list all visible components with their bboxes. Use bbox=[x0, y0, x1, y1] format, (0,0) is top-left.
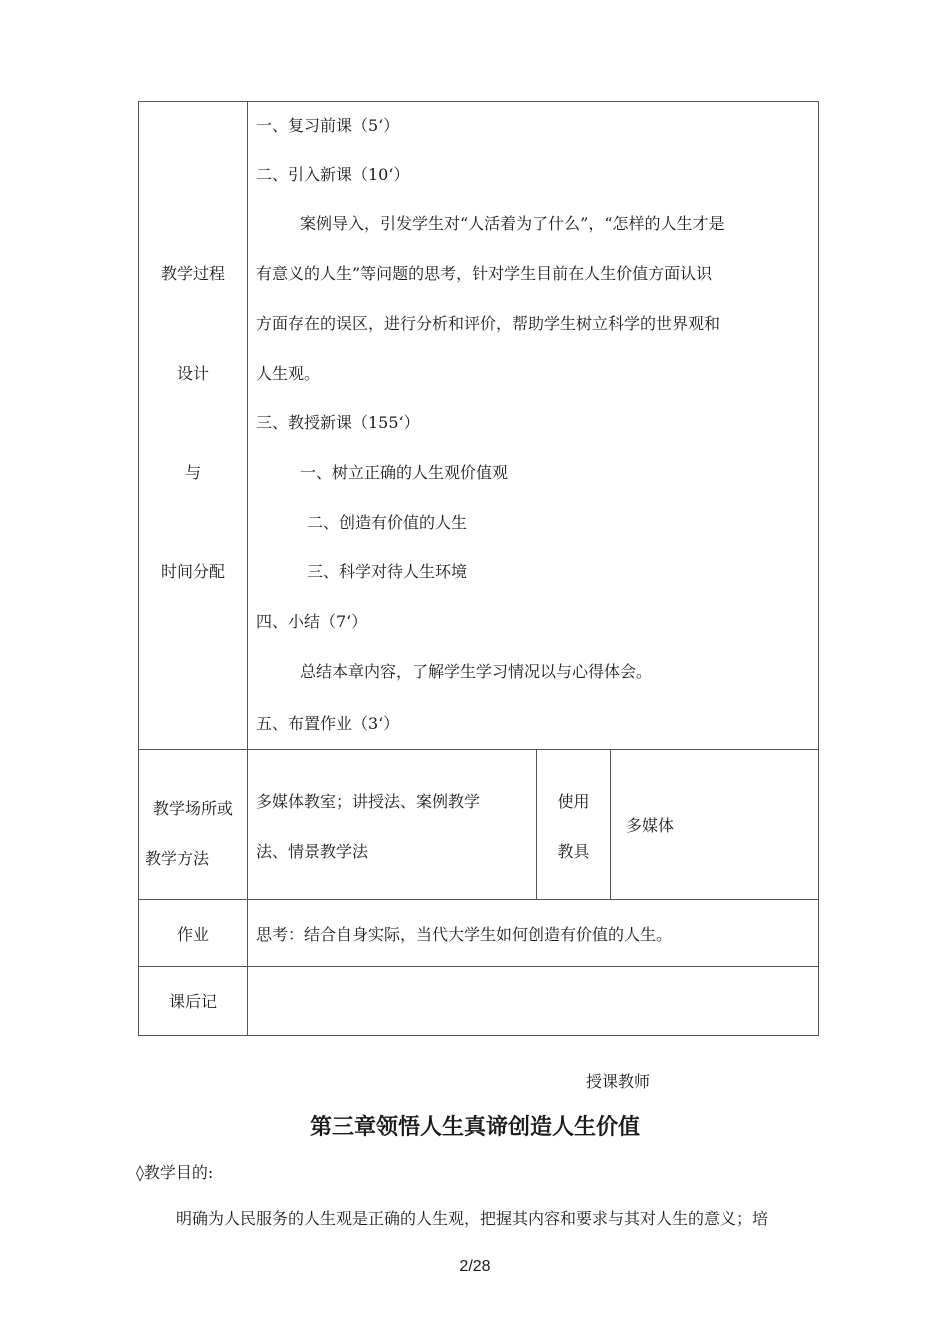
chapter-title: 第三章领悟人生真谛创造人生价值 bbox=[309, 1115, 640, 1140]
tools-label-line-1: 使用 bbox=[557, 792, 590, 811]
table-border-right bbox=[818, 101, 819, 1036]
process-line-summary-detail: 总结本章内容，了解学生学习情况以与心得体会。 bbox=[300, 662, 653, 681]
process-line-case-3: 方面存在的误区，进行分析和评价，帮助学生树立科学的世界观和 bbox=[256, 314, 721, 333]
table-divider-3 bbox=[138, 966, 819, 967]
process-label-line-3: 与 bbox=[184, 463, 201, 482]
process-line-review: 一、复习前课（5‘） bbox=[256, 116, 400, 135]
table-border-bottom bbox=[138, 1035, 819, 1036]
process-line-teach: 三、教授新课（155‘） bbox=[256, 413, 420, 432]
method-content-line-2: 法、情景教学法 bbox=[256, 842, 369, 861]
process-line-summary: 四、小结（7‘） bbox=[256, 612, 368, 631]
page-number: 2/28 bbox=[459, 1258, 491, 1275]
method-content-line-1: 多媒体教室；讲授法、案例教学 bbox=[256, 792, 481, 811]
process-label-line-4: 时间分配 bbox=[160, 562, 225, 581]
method-label-line-2: 教学方法 bbox=[145, 849, 210, 868]
method-label-line-1: 教学场所或 bbox=[152, 799, 233, 818]
homework-content: 思考：结合自身实际，当代大学生如何创造有价值的人生。 bbox=[256, 925, 673, 944]
table-divider-1 bbox=[138, 749, 819, 750]
process-subitem-3: 三、科学对待人生环境 bbox=[307, 562, 468, 581]
process-label-line-2: 设计 bbox=[176, 364, 209, 383]
process-line-case-1: 案例导入，引发学生对“人活着为了什么”，“怎样的人生才是 bbox=[300, 214, 725, 233]
process-subitem-2: 二、创造有价值的人生 bbox=[307, 513, 468, 532]
notes-label: 课后记 bbox=[168, 992, 217, 1011]
table-divider-2 bbox=[138, 899, 819, 900]
process-line-homework: 五、布置作业（3‘） bbox=[256, 714, 400, 733]
objective-heading: ◊教学目的: bbox=[136, 1163, 214, 1182]
objective-text: 明确为人民服务的人生观是正确的人生观，把握其内容和要求与其对人生的意义；培 bbox=[176, 1209, 769, 1228]
tools-label-divider-left bbox=[536, 749, 537, 899]
process-line-case-4: 人生观。 bbox=[256, 364, 321, 383]
process-label-line-1: 教学过程 bbox=[160, 264, 225, 283]
process-line-case-2: 有意义的人生”等问题的思考，针对学生目前在人生价值方面认识 bbox=[256, 264, 713, 283]
tools-label-line-2: 教具 bbox=[557, 842, 590, 861]
homework-label: 作业 bbox=[176, 925, 209, 944]
process-line-intro: 二、引入新课（10‘） bbox=[256, 165, 410, 184]
process-subitem-1: 一、树立正确的人生观价值观 bbox=[300, 463, 509, 482]
tools-label-divider-right bbox=[610, 749, 611, 899]
tools-value: 多媒体 bbox=[626, 816, 675, 835]
teacher-label: 授课教师 bbox=[586, 1072, 651, 1091]
table-border-top bbox=[138, 101, 819, 102]
table-column-divider bbox=[247, 101, 248, 1036]
